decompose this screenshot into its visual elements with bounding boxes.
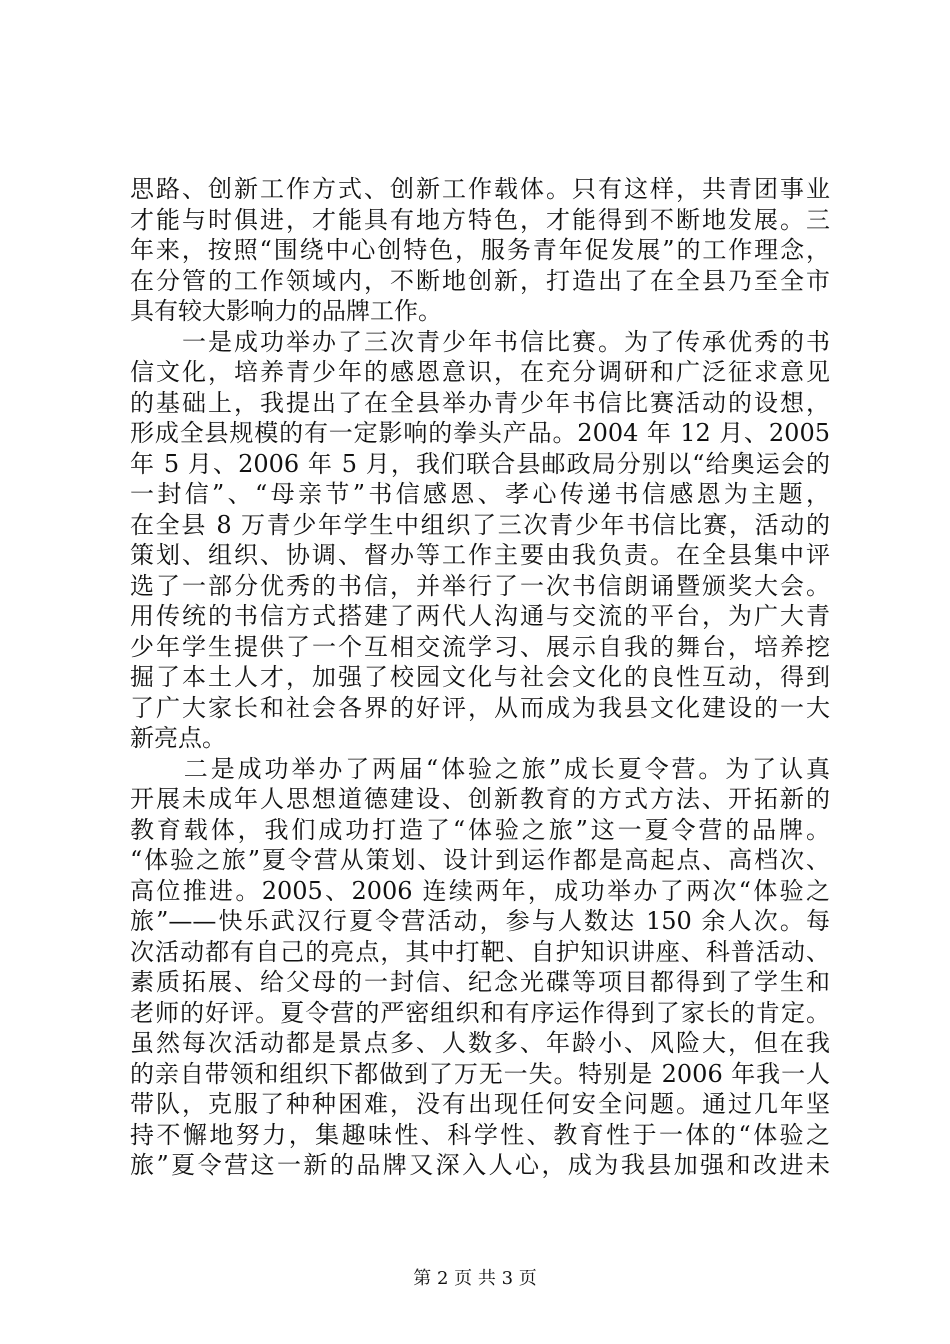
text-line: 信文化，培养青少年的感恩意识，在充分调研和广泛征求意见 <box>130 358 830 386</box>
text-line: 高位推进。2005、2006 连续两年，成功举办了两次“体验之 <box>130 876 830 905</box>
text-line: 的基础上，我提出了在全县举办青少年书信比赛活动的设想， <box>130 388 830 417</box>
text-line: 选了一部分优秀的书信，并举行了一次书信朗诵暨颁奖大会。 <box>130 571 830 600</box>
text-line: 年来，按照“围绕中心创特色，服务青年促发展”的工作理念， <box>130 236 830 264</box>
text-line: 新亮点。 <box>130 724 226 752</box>
text-line: 旅”夏令营这一新的品牌又深入人心，成为我县加强和改进未 <box>130 1151 830 1179</box>
text-line: 次活动都有自己的亮点，其中打靶、自护知识讲座、科普活动、 <box>130 937 830 966</box>
text-line: 教育载体，我们成功打造了“体验之旅”这一夏令营的品牌。 <box>130 815 830 844</box>
text-line: 形成全县规模的有一定影响的拳头产品。2004 年 12 月、2005 <box>130 419 830 447</box>
text-line: 一是成功举办了三次青少年书信比赛。为了传承优秀的书 <box>130 327 830 356</box>
text-line: 具有较大影响力的品牌工作。 <box>130 297 442 325</box>
text-line: 思路、创新工作方式、创新工作载体。只有这样，共青团事业 <box>130 175 830 203</box>
text-line: 年 5 月、2006 年 5 月，我们联合县邮政局分别以“给奥运会的 <box>130 449 830 478</box>
page-number-footer: 第 2 页 共 3 页 <box>413 1268 537 1289</box>
text-line: 带队，克服了种种困难，没有出现任何安全问题。通过几年坚 <box>130 1090 830 1118</box>
text-line: 一封信”、“母亲节”书信感恩、孝心传递书信感恩为主题， <box>130 480 830 508</box>
text-line: 了广大家长和社会各界的好评，从而成为我县文化建设的一大 <box>130 693 830 722</box>
text-line: 旅”——快乐武汉行夏令营活动，参与人数达 150 余人次。每 <box>130 907 830 935</box>
text-line: 虽然每次活动都是景点多、人数多、年龄小、风险大，但在我 <box>130 1029 830 1057</box>
text-line: 素质拓展、给父母的一封信、纪念光碟等项目都得到了学生和 <box>130 968 830 996</box>
text-line: 策划、组织、协调、督办等工作主要由我负责。在全县集中评 <box>130 541 830 569</box>
document-body <box>130 174 830 1181</box>
text-line: 才能与时俱进，才能具有地方特色，才能得到不断地发展。三 <box>130 205 830 234</box>
text-line: 在分管的工作领域内，不断地创新，打造出了在全县乃至全市 <box>130 266 830 295</box>
text-line: 用传统的书信方式搭建了两代人沟通与交流的平台，为广大青 <box>130 602 830 630</box>
text-line: 的亲自带领和组织下都做到了万无一失。特别是 2006 年我一人 <box>130 1059 830 1088</box>
text-line: 在全县 8 万青少年学生中组织了三次青少年书信比赛，活动的 <box>130 510 830 539</box>
text-line: 开展未成年人思想道德建设、创新教育的方式方法、开拓新的 <box>130 785 830 813</box>
text-line: 二是成功举办了两届“体验之旅”成长夏令营。为了认真 <box>130 754 830 783</box>
text-line: 掘了本土人才，加强了校园文化与社会文化的良性互动，得到 <box>130 663 830 691</box>
text-line: 老师的好评。夏令营的严密组织和有序运作得到了家长的肯定。 <box>130 998 830 1027</box>
text-line: 持不懈地努力，集趣味性、科学性、教育性于一体的“体验之 <box>130 1120 830 1149</box>
text-line: 少年学生提供了一个互相交流学习、展示自我的舞台，培养挖 <box>130 632 830 661</box>
text-line: “体验之旅”夏令营从策划、设计到运作都是高起点、高档次、 <box>130 846 830 874</box>
